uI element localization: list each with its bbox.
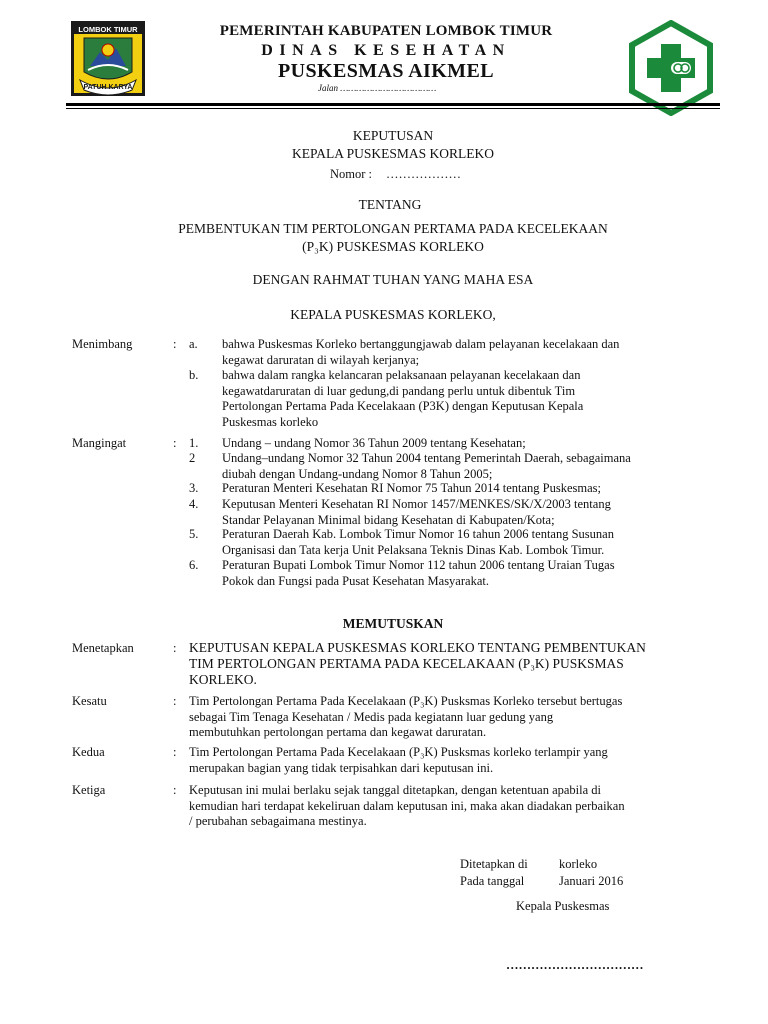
text-line: Organisasi dan Tata kerja Unit Pelaksana Teknis Dinas Kab. Lombok Timur.	[222, 542, 605, 557]
text-line: Undang – undang Nomor 36 Tahun 2009 tentang Kesehatan;	[222, 436, 526, 450]
menimbang-num-b: b.	[189, 368, 199, 382]
text-line: Pokok dan Fungsi pada Pusat Kesehatan Masyarakat.	[222, 573, 489, 588]
date-value: Januari 2016	[559, 874, 624, 888]
menimbang-item-b	[222, 368, 722, 430]
text-line: bahwa Puskesmas Korleko bertanggungjawab dalam pelayanan kecelakaan dan	[222, 337, 620, 351]
text-line: Peraturan Menteri Kesehatan RI Nomor 75 Tahun 2014 tentang Puskesmas;	[222, 481, 602, 495]
place-label: Ditetapkan di	[460, 857, 528, 871]
text-line: Tim Pertolongan Pertama Pada Kecelakaan (P₃K) Pusksmas korleko terlampir yang	[189, 745, 608, 759]
text-line: Keputusan Menteri Kesehatan RI Nomor 1457/MENKES/SK/X/2003 tentang	[222, 497, 611, 511]
kedua-text	[189, 745, 724, 776]
text-line: Keputusan ini mulai berlaku sejak tanggal ditetapkan, dengan ketentuan apabila di	[189, 783, 602, 797]
kesatu-colon: :	[173, 694, 177, 708]
text-line: kemudian hari terdapat kekeliruan dalam keputusan ini, maka akan diadakan perbaikan	[189, 798, 625, 813]
mengingat-num-4: 4.	[189, 497, 199, 511]
number-value: ………………	[386, 167, 461, 181]
mengingat-num-2: 2	[189, 451, 196, 465]
menetapkan-label: Menetapkan	[72, 641, 134, 655]
text-line: KORLEKO.	[189, 671, 257, 687]
mengingat-item-2	[222, 451, 722, 482]
text-line: Puskesmas korleko	[222, 414, 319, 429]
logo-banner-text: PATUH KARYA	[83, 84, 133, 91]
mengingat-label: Mangingat	[72, 436, 127, 450]
regency-emblem-logo	[70, 20, 146, 97]
text-line: kegawatdaruratan di luar gedung,di pandang perlu untuk dibentuk Tim	[222, 383, 576, 398]
number-label: Nomor :	[330, 167, 373, 181]
text-line: membutuhkan pertolongan pertama dan kegawat daruratan.	[189, 725, 487, 740]
text-line: Undang–undang Nomor 32 Tahun 2004 tentang Pemerintah Daerah, sebagaimana	[222, 451, 631, 465]
menimbang-colon: :	[173, 337, 177, 351]
text-line: / perubahan sebagaimana mestinya.	[189, 814, 367, 829]
rahmat-heading: DENGAN RAHMAT TUHAN YANG MAHA ESA	[252, 272, 534, 287]
signatory-name: ……………………………	[506, 958, 644, 972]
menimbang-item-a	[222, 337, 722, 368]
letterhead-government: PEMERINTAH KABUPATEN LOMBOK TIMUR	[219, 23, 553, 39]
text-line: merupakan bagian yang tidak terpisahkan dari keputusan ini.	[189, 760, 494, 775]
subject-line-2: (P₃K) PUSKESMAS KORLEKO	[302, 239, 484, 254]
mengingat-colon: :	[173, 436, 177, 450]
mengingat-num-5: 5.	[189, 527, 199, 541]
letterhead-rule-thin	[66, 108, 720, 109]
mengingat-item-1	[222, 436, 722, 452]
text-line: diubah dengan Undang-undang Nomor 8 Tahun 2005;	[222, 466, 493, 481]
kesatu-text	[189, 694, 724, 741]
kepala-heading: KEPALA PUSKESMAS KORLEKO,	[290, 307, 496, 322]
text-line: bahwa dalam rangka kelancaran pelaksanaan pelayanan kecelakaan dan	[222, 368, 581, 382]
mengingat-item-5	[222, 527, 722, 558]
kedua-label: Kedua	[72, 745, 105, 759]
mengingat-num-3: 3.	[189, 481, 199, 495]
mengingat-item-3	[222, 481, 722, 497]
text-line: Tim Pertolongan Pertama Pada Kecelakaan (P₃K) Pusksmas Korleko tersebut bertugas	[189, 694, 623, 708]
mengingat-item-4	[222, 497, 722, 528]
text-line: sebagai Tim Tenaga Kesehatan / Medis pada kegiatann luar gedung yang	[189, 709, 554, 724]
ketiga-label: Ketiga	[72, 783, 106, 797]
letterhead-address: Jalan ………………………………	[318, 83, 437, 93]
letterhead-institution: PUSKESMAS AIKMEL	[278, 60, 494, 82]
menetapkan-colon: :	[173, 641, 177, 655]
place-value: korleko	[559, 857, 598, 871]
text-line: Peraturan Daerah Kab. Lombok Timur Nomor 16 tahun 2006 tentang Susunan	[222, 527, 614, 541]
mengingat-num-1: 1.	[189, 436, 199, 450]
memutuskan-heading: MEMUTUSKAN	[342, 616, 444, 631]
letterhead-rule-thick	[66, 103, 720, 106]
text-line: kegawat daruratan di wilayah kerjanya;	[222, 352, 420, 367]
text-line: Standar Pelayanan Minimal bidang Kesehatan di Kabupaten/Kota;	[222, 512, 555, 527]
date-label: Pada tanggal	[460, 874, 525, 888]
puskesmas-cross-logo	[628, 20, 714, 116]
text-line: Peraturan Bupati Lombok Timur Nomor 112 tahun 2006 tentang Uraian Tugas	[222, 558, 615, 572]
menimbang-label: Menimbang	[72, 337, 133, 351]
menimbang-num-a: a.	[189, 337, 198, 351]
letterhead-department: DINAS KESEHATAN	[261, 42, 511, 59]
kedua-colon: :	[173, 745, 177, 759]
menetapkan-text	[189, 640, 724, 687]
mengingat-num-6: 6.	[189, 558, 199, 572]
text-line: Pertolongan Pertama Pada Kecelakaan (P3K) dengan Keputusan Kepala	[222, 399, 584, 414]
signatory-title: Kepala Puskesmas	[516, 899, 610, 913]
document-title: KEPUTUSAN	[352, 128, 434, 143]
tentang-heading: TENTANG	[358, 197, 422, 212]
ketiga-text	[189, 783, 724, 830]
subject-line-1: PEMBENTUKAN TIM PERTOLONGAN PERTAMA PADA KECELEKAAN	[178, 221, 608, 236]
mengingat-item-6	[222, 558, 722, 589]
text-line: TIM PERTOLONGAN PERTAMA PADA KECELAKAAN (P₃K) PUSKSMAS	[189, 655, 624, 671]
document-subtitle: KEPALA PUSKESMAS KORLEKO	[291, 146, 495, 161]
text-line: KEPUTUSAN KEPALA PUSKESMAS KORLEKO TENTANG PEMBENTUKAN	[189, 640, 646, 655]
logo-top-text: LOMBOK TIMUR	[78, 25, 138, 34]
ketiga-colon: :	[173, 783, 177, 797]
kesatu-label: Kesatu	[72, 694, 107, 708]
